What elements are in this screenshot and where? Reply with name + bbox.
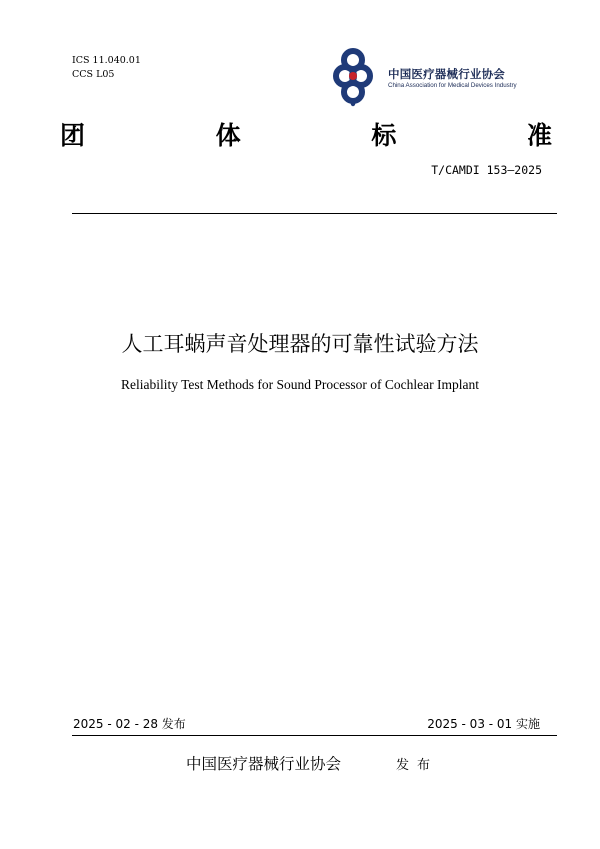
ccs-code: CCS L05 — [72, 69, 115, 80]
ics-code: ICS 11.040.01 — [72, 55, 141, 66]
standard-type-char: 准 — [526, 121, 552, 150]
standard-type-char: 体 — [215, 121, 241, 150]
standard-type-char: 团 — [60, 121, 86, 150]
org-name-en: China Association for Medical Devices Industry — [388, 82, 517, 89]
standard-number: T/CAMDI 153—2025 — [431, 163, 542, 177]
standard-type-char: 标 — [371, 121, 397, 150]
footer-divider — [72, 735, 557, 736]
classification-codes — [72, 54, 141, 82]
implementation-date: 2025 - 03 - 01 实施 — [427, 717, 540, 731]
camdi-logo-icon — [331, 46, 393, 108]
header-divider — [72, 213, 557, 214]
org-name-zh: 中国医疗器械行业协会 — [388, 67, 505, 81]
standard-type-heading — [60, 116, 552, 152]
issuer-action: 发布 — [396, 758, 439, 773]
document-title-zh: 人工耳蜗声音处理器的可靠性试验方法 — [121, 332, 479, 356]
publication-date: 2025 - 02 - 28 发布 — [73, 717, 186, 731]
issuer-name: 中国医疗器械行业协会 — [186, 755, 342, 773]
document-title-en: Reliability Test Methods for Sound Processor of Cochlear Implant — [120, 377, 479, 392]
